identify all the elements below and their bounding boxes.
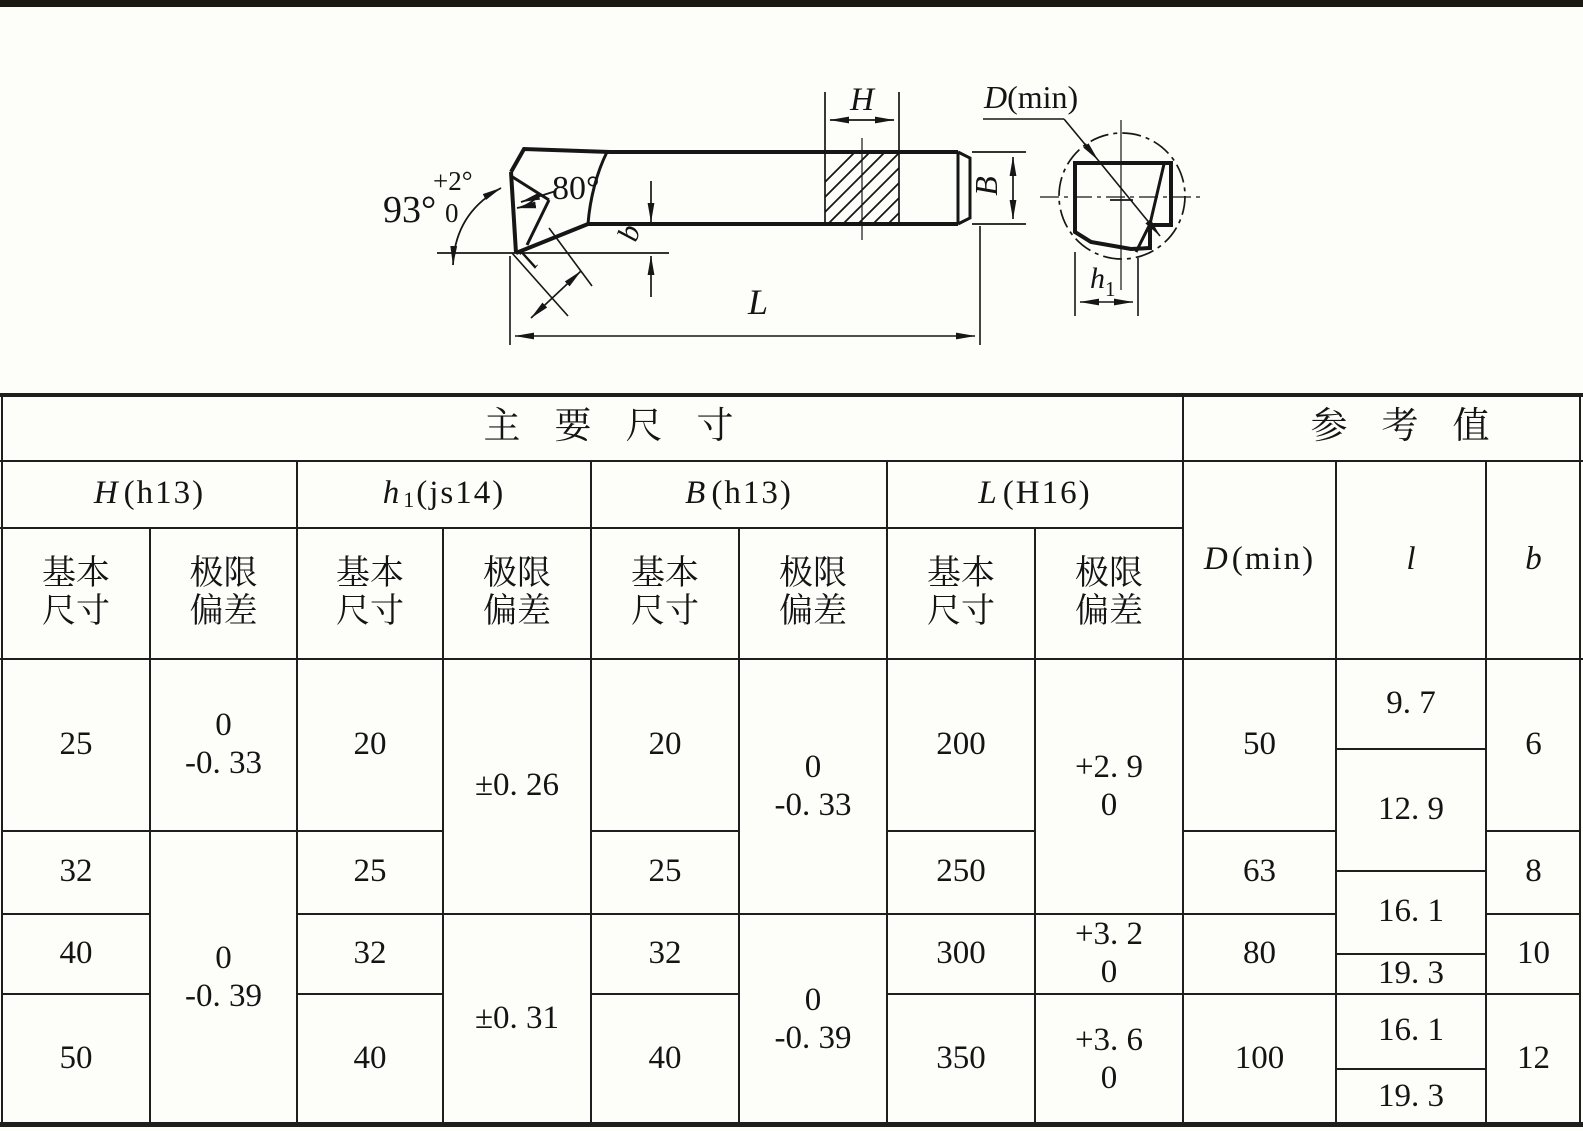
cell-l-2: 12. 9 (1378, 790, 1444, 827)
cell-H-dev-1: 0 -0. 33 (185, 707, 262, 781)
cell-h1-basic-1: 20 (353, 725, 387, 762)
label-B: B (968, 176, 1004, 196)
label-80: 80° (552, 170, 600, 207)
subheader-H-basic: 基本 尺寸 (42, 554, 110, 630)
cell-D-3: 80 (1243, 934, 1276, 971)
cell-l-4: 19. 3 (1378, 954, 1444, 991)
tool-cross-section (1075, 163, 1171, 249)
label-H: H (850, 82, 874, 118)
cell-L-basic-4: 350 (936, 1040, 986, 1076)
cell-D-1: 50 (1243, 725, 1276, 762)
bore-circle (1059, 133, 1185, 259)
cutting-edge (511, 172, 516, 253)
subheader-H-dev: 极限 偏差 (189, 554, 258, 630)
section-hatch (781, 150, 962, 226)
table-title-main-dimensions: 主要尺寸 (483, 405, 768, 447)
cell-B-basic-2: 25 (648, 853, 682, 889)
subheader-L-basic: 基本 尺寸 (927, 554, 995, 630)
label-L: L (748, 282, 769, 322)
column-header-l: l (1406, 540, 1416, 577)
cell-b-1: 6 (1525, 725, 1542, 762)
label-93: 93° (383, 189, 437, 231)
column-group-B: B (h13) (685, 475, 793, 511)
cell-L-dev-1: +2. 9 0 (1074, 748, 1144, 823)
cell-D-2: 63 (1243, 853, 1276, 889)
cell-B-basic-4: 40 (648, 1040, 682, 1076)
label-l: l (513, 247, 545, 275)
cell-L-basic-3: 300 (936, 934, 986, 971)
cell-H-basic-4: 50 (59, 1040, 93, 1076)
table-title-reference-values: 参考值 (1310, 405, 1524, 447)
symbol-L: L (978, 475, 997, 511)
label-D-min: D(min) (984, 79, 1079, 115)
cell-l-3: 16. 1 (1378, 893, 1444, 929)
column-header-b: b (1525, 540, 1542, 577)
column-group-H: H (h13) (93, 475, 206, 511)
cell-L-dev-2: +3. 2 0 (1074, 916, 1144, 990)
symbol-D: D (1203, 540, 1228, 577)
subheader-B-dev: 极限 偏差 (779, 554, 847, 630)
cell-B-basic-1: 20 (648, 725, 682, 762)
dim-l (512, 228, 592, 318)
cell-H-basic-3: 40 (59, 934, 93, 971)
cell-B-dev-2: 0 -0. 39 (774, 981, 852, 1056)
subheader-h1-dev: 极限 偏差 (483, 554, 551, 630)
column-header-D-min: D (min) (1203, 540, 1316, 577)
label-93-sup: +2° (433, 166, 473, 196)
cell-h1-dev-1: ±0. 26 (474, 767, 560, 803)
column-group-L: L (H16) (978, 475, 1092, 511)
cell-b-2: 8 (1525, 853, 1542, 889)
cell-l-1: 9. 7 (1386, 684, 1436, 721)
cell-D-4: 100 (1234, 1040, 1285, 1076)
tool-technical-drawing (0, 0, 1583, 393)
cell-l-5: 16. 1 (1378, 1012, 1444, 1048)
symbol-B: B (685, 475, 706, 511)
subheader-h1-basic: 基本 尺寸 (336, 554, 404, 630)
dim-L (510, 226, 980, 345)
cell-B-basic-3: 32 (648, 934, 682, 971)
symbol-H: H (93, 475, 118, 511)
insert-brazed-edge (527, 200, 549, 245)
cell-H-basic-1: 25 (59, 725, 93, 762)
cell-L-dev-3: +3. 6 0 (1074, 1021, 1144, 1096)
cell-L-basic-1: 200 (936, 725, 986, 762)
cell-B-dev-1: 0 -0. 33 (774, 748, 852, 823)
cell-h1-dev-2: ±0. 31 (474, 1000, 560, 1036)
symbol-h1: h (382, 475, 400, 511)
label-b: b (611, 220, 648, 246)
cell-L-basic-2: 250 (936, 853, 986, 889)
label-h1: $h_1$ (1090, 262, 1116, 301)
cell-h1-basic-4: 40 (353, 1040, 387, 1076)
cell-h1-basic-3: 32 (353, 934, 387, 971)
cell-b-4: 12 (1517, 1040, 1550, 1076)
insert-top-edge (511, 176, 549, 200)
subheader-B-basic: 基本 尺寸 (631, 554, 699, 630)
cell-H-basic-2: 32 (59, 853, 93, 889)
subheader-L-dev: 极限 偏差 (1075, 554, 1143, 630)
column-group-h1: h 1 (js14) (382, 475, 506, 512)
cell-H-dev-2: 0 -0. 39 (185, 940, 262, 1014)
label-93-sub: 0 (445, 198, 459, 228)
cell-h1-basic-2: 25 (353, 853, 387, 889)
cell-l-6: 19. 3 (1378, 1077, 1444, 1114)
cell-b-3: 10 (1517, 934, 1550, 971)
